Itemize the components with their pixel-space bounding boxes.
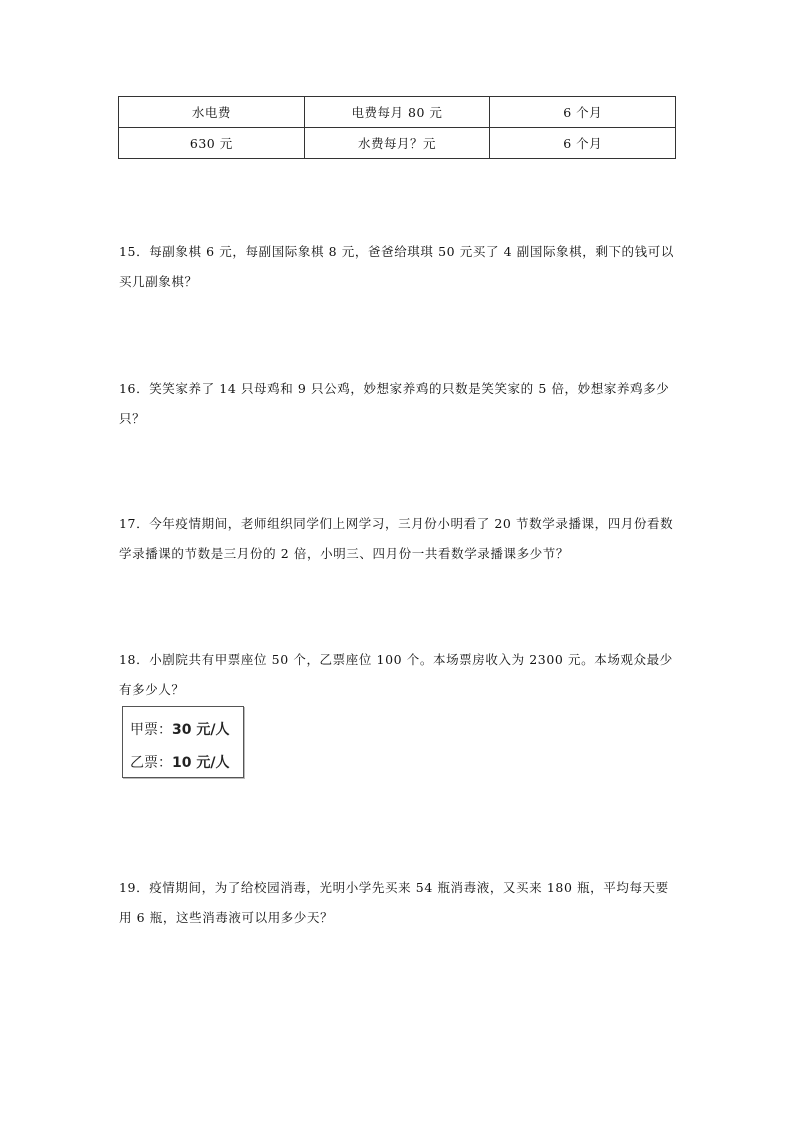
question-17: 17．今年疫情期间，老师组织同学们上网学习，三月份小明看了 20 节数学录播课，四月份看数学录播课的节数是三月份的 2 倍，小明三、四月份一共看数学录播课多少节？ (119, 516, 674, 561)
ticket-a-label: 甲票： (130, 722, 172, 738)
table-cell: 电费每月 80 元 (304, 97, 490, 128)
table-cell: 630 元 (119, 128, 305, 159)
ticket-b-value: 10 元/人 (172, 755, 230, 771)
ticket-a-price (130, 719, 229, 739)
table-row (119, 97, 676, 128)
ticket-b-price (130, 752, 229, 772)
question-18: 18．小剧院共有甲票座位 50 个，乙票座位 100 个。本场票房收入为 2300 元。本场观众最少有多少人？ (119, 652, 673, 697)
ticket-b-label: 乙票： (130, 755, 172, 771)
question-15: 15．每副象棋 6 元，每副国际象棋 8 元，爸爸给琪琪 50 元买了 4 副国际象棋，剩下的钱可以买几副象棋？ (119, 244, 674, 289)
table-cell: 6 个月 (490, 97, 676, 128)
question-16: 16．笑笑家养了 14 只母鸡和 9 只公鸡，妙想家养鸡的只数是笑笑家的 5 倍，妙想家养鸡多少只？ (119, 381, 670, 426)
ticket-a-value: 30 元/人 (172, 722, 230, 738)
fee-table (118, 96, 676, 159)
table-cell: 6 个月 (490, 128, 676, 159)
question-19: 19．疫情期间，为了给校园消毒，光明小学先买来 54 瓶消毒液，又买来 180 瓶，平均每天要用 6 瓶，这些消毒液可以用多少天？ (119, 880, 669, 925)
ticket-price-box (122, 706, 244, 778)
table-cell: 水费每月？元 (304, 128, 490, 159)
table-cell: 水电费 (119, 97, 305, 128)
table-row (119, 128, 676, 159)
